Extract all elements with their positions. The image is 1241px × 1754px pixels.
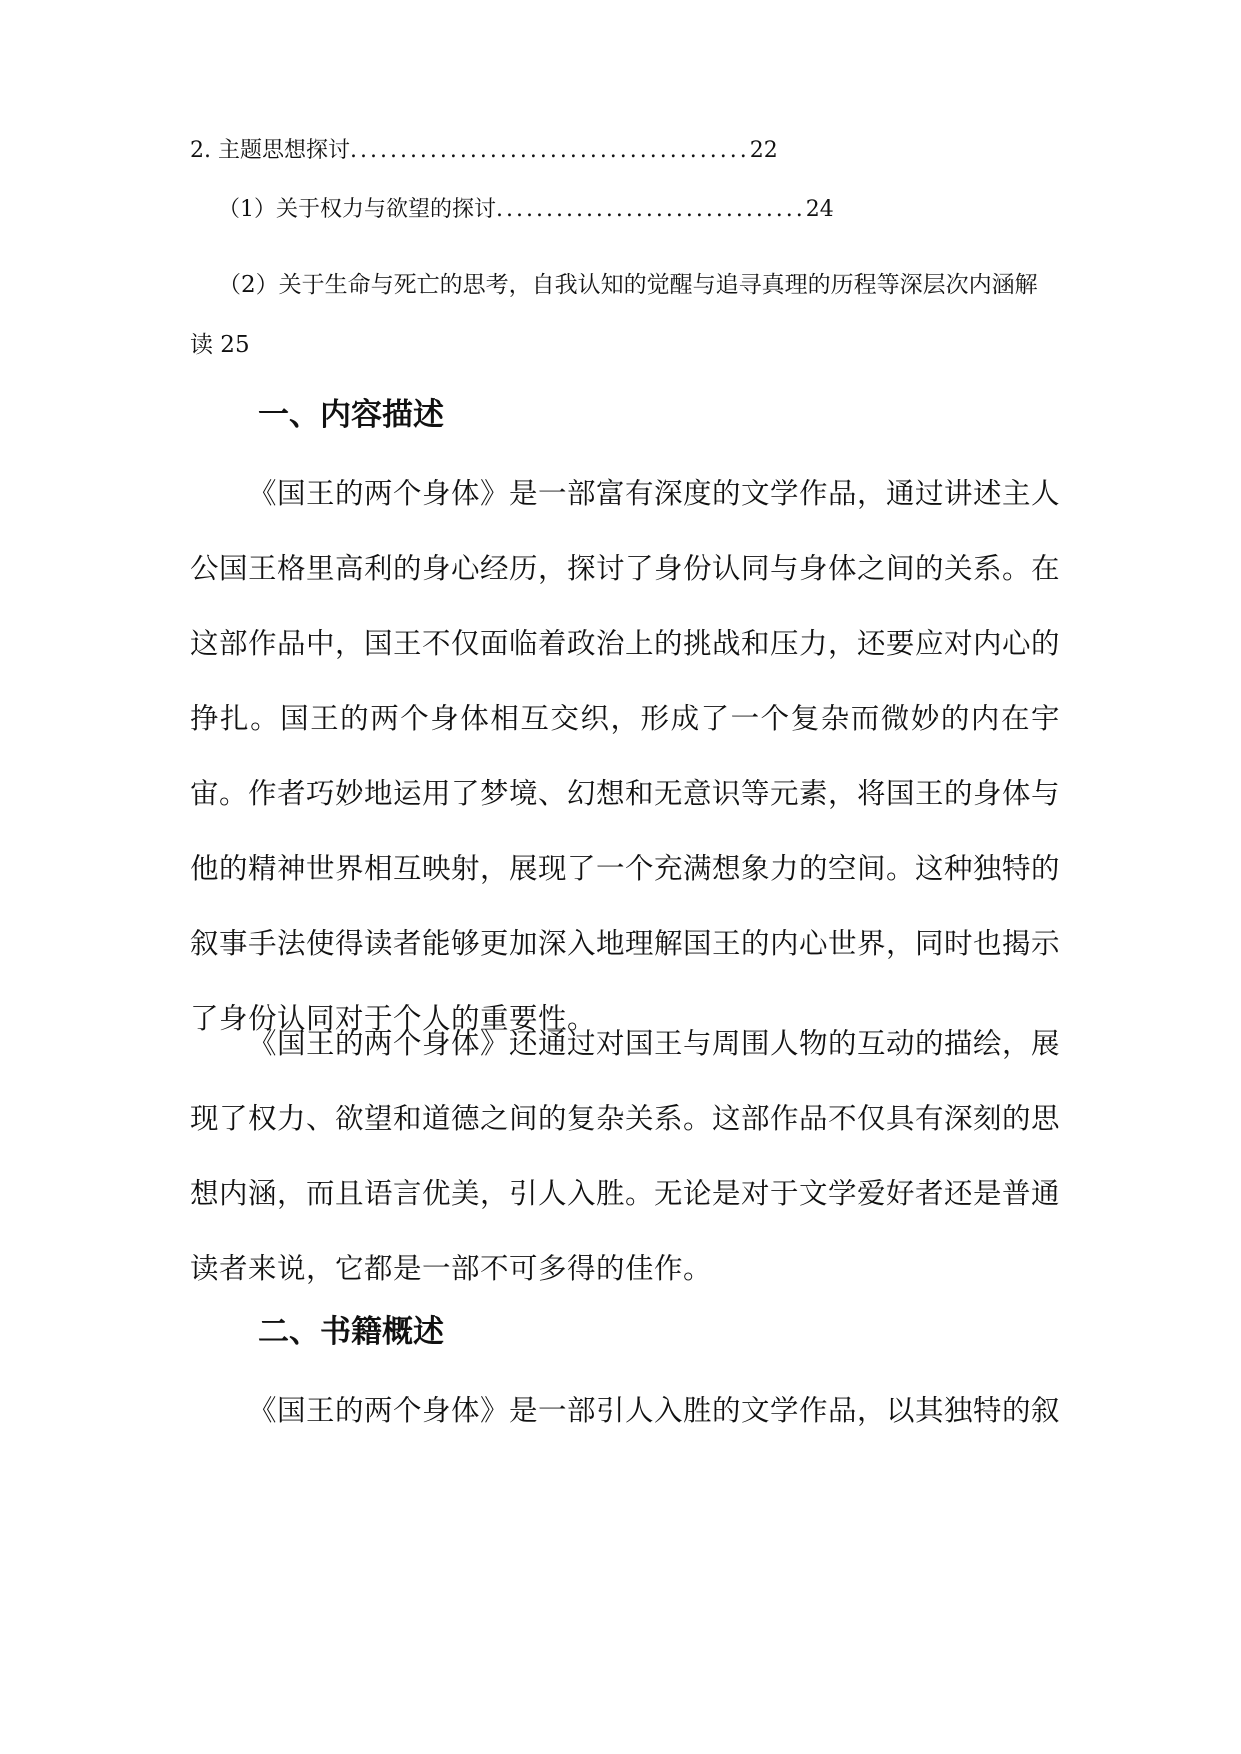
toc-item-label: 2. 主题思想探讨 — [190, 138, 350, 163]
toc-page-number: 24 — [805, 197, 834, 222]
paragraph: 《国王的两个身体》还通过对国王与周围人物的互动的描绘，展现了权力、欲望和道德之间的复杂关系。这部作品不仅具有深刻的思想内涵，而且语言优美，引人入胜。无论是对于文学爱好者还是普通读者来说，它都是一部不可多得的佳作。 — [190, 1027, 1061, 1285]
section-heading-content: 一、内容描述 — [258, 397, 444, 433]
toc-item-label: （1）关于权力与欲望的探讨 — [218, 197, 496, 222]
paragraph: 《国王的两个身体》是一部富有深度的文学作品，通过讲述主人公国王格里高利的身心经历，探讨了身份认同与身体之间的关系。在这部作品中，国王不仅面临着政治上的挑战和压力，还要应对内心的挣扎。国王的两个身体相互交织，形成了一个复杂而微妙的内在宇宙。 — [190, 477, 1061, 810]
toc-page-number: 22 — [749, 138, 778, 163]
toc-item-label: （2）关于生命与死亡的思考，自我认知的觉醒与追寻真理的历程等深层次内涵解读 25 — [190, 272, 1038, 358]
toc-item-theme[interactable] — [190, 136, 778, 166]
toc-item-life-death[interactable] — [190, 255, 1050, 375]
toc-leader-dots: ............................... — [496, 197, 806, 222]
toc-leader-dots: ........................................ — [349, 138, 750, 163]
paragraph: 作者巧妙地运用了梦境、幻想和无意识等元素，将国王的身体与他的精神世界相互映射，展现了一个充满想象力的空间。这种独特的叙事手法使得读者能够更加深入地理解国王的内心世界，同时也揭示了身份认同对于个人的重要性。 — [190, 777, 1061, 1035]
section-heading-book-overview: 二、书籍概述 — [258, 1314, 444, 1350]
toc-item-power-desire[interactable] — [218, 195, 834, 225]
paragraph: 《国王的两个身体》是一部引人入胜的文学作品，以其独特的叙 — [248, 1394, 1061, 1427]
